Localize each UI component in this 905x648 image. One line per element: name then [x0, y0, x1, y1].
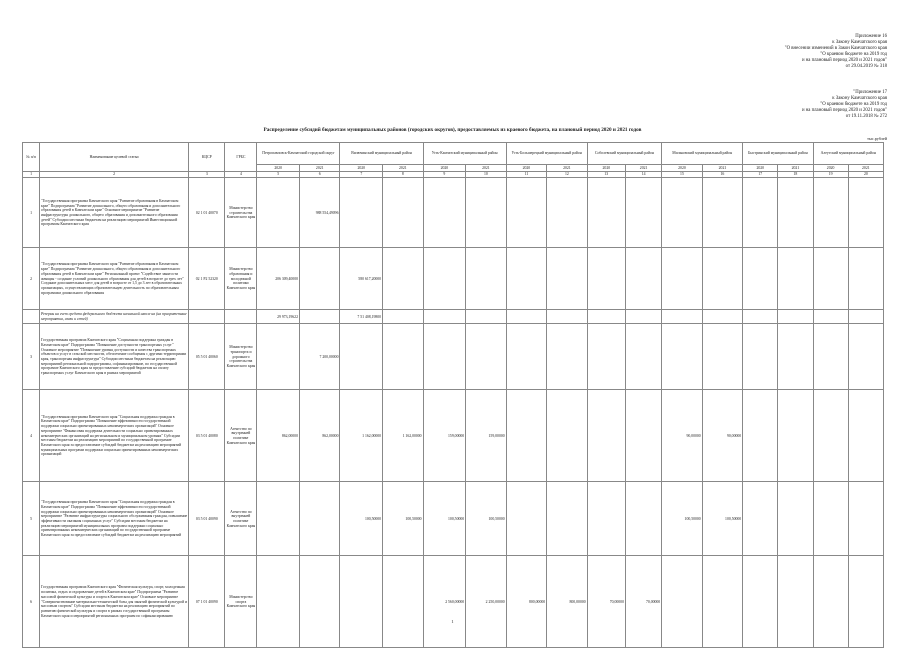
col-header-num: № п/п [23, 143, 40, 172]
col-number: 13 [587, 171, 625, 178]
row-value [257, 324, 300, 390]
row-value: 100,50000 [340, 482, 383, 556]
row-value [547, 482, 588, 556]
col-header-grbs: ГРБС [225, 143, 257, 172]
row-value [466, 248, 506, 310]
col-header-district: Усть-Большерецкий муниципальный район [506, 143, 587, 165]
row-value [848, 556, 883, 648]
col-header-district: Быстринский муниципальный район [743, 143, 813, 165]
row-value: 2 560,00000 [423, 556, 466, 648]
row-value [813, 556, 848, 648]
row-value [848, 310, 883, 324]
year-2021: 2021 [625, 165, 661, 172]
row-value [778, 310, 813, 324]
row-value: 988 554,49096 [299, 178, 339, 248]
year-2020: 2020 [587, 165, 625, 172]
row-value [506, 324, 546, 390]
year-2021: 2021 [778, 165, 813, 172]
row-value [547, 324, 588, 390]
appendix-line: к Закону Камчатского края [832, 96, 887, 101]
row-value [702, 248, 743, 310]
col-number: 18 [778, 171, 813, 178]
row-value [466, 310, 506, 324]
column-number-row [23, 171, 884, 178]
row-grbs: Агентство по внутренней политике Камчатского края [225, 390, 257, 482]
row-value [848, 390, 883, 482]
row-value [778, 482, 813, 556]
row-grbs: Агентство по внутренней политике Камчатского края [225, 482, 257, 556]
row-ksr: 02 1 Р2 52320 [189, 248, 225, 310]
col-number: 8 [383, 171, 423, 178]
row-value: 90,00000 [662, 390, 702, 482]
row-value: 100,50000 [423, 482, 466, 556]
year-2020: 2020 [743, 165, 778, 172]
row-value: 800,00000 [506, 556, 546, 648]
row-value: 862,00000 [299, 390, 339, 482]
year-2020: 2020 [423, 165, 466, 172]
row-name: Государственная программа Камчатского края "Физическая культура, спорт, молодежная политика, отдых и оздоровление детей в Камчатском крае" Подпрограмма "Развитие массовой физической культуры и спорта в Камчатском крае" Основное мероприятие "Совершенствование материально-технической базы для занятий физической культурой и массовым спортом" Субсидии местным бюджетам на реализацию мероприятий по развитию физической культуры и спорта в рамках государственной программы Камчатского края и мероприятий региональных программ по софинансированию [40, 556, 189, 648]
row-value [662, 310, 702, 324]
col-number: 14 [625, 171, 661, 178]
row-value [778, 178, 813, 248]
row-value: 100,50000 [662, 482, 702, 556]
row-value [506, 310, 546, 324]
col-header-ksr: КЦСР [189, 143, 225, 172]
page-number: 1 [451, 619, 454, 624]
row-value [778, 390, 813, 482]
row-value [506, 248, 546, 310]
year-2021: 2021 [383, 165, 423, 172]
col-number: 2 [40, 171, 189, 178]
row-value [587, 482, 625, 556]
row-value [848, 482, 883, 556]
col-number: 9 [423, 171, 466, 178]
appendix-line: "Приложение 17 [853, 90, 887, 95]
row-value: 70,00000 [587, 556, 625, 648]
row-value [547, 310, 588, 324]
row-value [257, 556, 300, 648]
row-value [702, 310, 743, 324]
row-value: 800,00000 [547, 556, 588, 648]
col-number: 10 [466, 171, 506, 178]
row-value [662, 248, 702, 310]
row-value [506, 482, 546, 556]
row-value [662, 178, 702, 248]
row-ksr [189, 310, 225, 324]
row-value [547, 178, 588, 248]
table-row [23, 482, 884, 556]
row-value [813, 248, 848, 310]
year-2020: 2020 [506, 165, 546, 172]
year-2021: 2021 [547, 165, 588, 172]
row-number: 3 [23, 324, 40, 390]
col-header-district: Соболевский муниципальный район [587, 143, 662, 165]
year-2021: 2021 [466, 165, 506, 172]
row-value [813, 390, 848, 482]
row-value [587, 248, 625, 310]
row-value [625, 324, 661, 390]
row-ksr: 02 1 01 40070 [189, 178, 225, 248]
row-value [625, 390, 661, 482]
col-header-district: Мильковский муниципальный район [662, 143, 743, 165]
appendix-line: "О краевом бюджете на 2019 год [820, 52, 887, 57]
row-value: 70,00000 [625, 556, 661, 648]
row-value [662, 324, 702, 390]
row-value [625, 178, 661, 248]
row-number [23, 310, 40, 324]
appendix-line: "О краевом бюджете на 2019 год [820, 102, 887, 107]
row-value: 1 162,00000 [340, 390, 383, 482]
col-header-name: Наименование целевой статьи [40, 143, 189, 172]
year-2020: 2020 [340, 165, 383, 172]
row-value [702, 178, 743, 248]
appendix-line: Приложение 16 [855, 34, 887, 39]
row-value [299, 556, 339, 648]
row-value [743, 248, 778, 310]
row-value: 159,00000 [423, 390, 466, 482]
row-grbs: Министерство транспорта и дорожного строительства Камчатского края [225, 324, 257, 390]
row-value: 90,00000 [702, 390, 743, 482]
row-value [340, 178, 383, 248]
document-title: Распределение субсидий бюджетам муниципальных районов (городских округов), предоставляемых из краевого бюджета, на плановый период 2020 и 2021 годов [263, 127, 642, 133]
row-ksr: 05 5 01 40060 [189, 324, 225, 390]
year-2021: 2021 [299, 165, 339, 172]
col-number: 6 [299, 171, 339, 178]
row-grbs: Министерство образования и молодежной политики Камчатского края [225, 248, 257, 310]
appendix-16-header [785, 34, 887, 70]
row-number: 1 [23, 178, 40, 248]
row-value [813, 324, 848, 390]
col-header-district: Петропавловск-Камчатский городской округ [257, 143, 340, 165]
row-value [848, 248, 883, 310]
row-value [778, 324, 813, 390]
row-value [423, 178, 466, 248]
row-value: 7 51 408,19800 [340, 310, 383, 324]
row-value [587, 324, 625, 390]
col-number: 19 [813, 171, 848, 178]
row-value [547, 248, 588, 310]
table-row [23, 556, 884, 648]
col-number: 4 [225, 171, 257, 178]
col-number: 1 [23, 171, 40, 178]
row-value [340, 324, 383, 390]
row-value [813, 310, 848, 324]
year-2021: 2021 [848, 165, 883, 172]
row-value [813, 178, 848, 248]
row-name: "Государственная программа Камчатского края "Развитие образования в Камчатском крае" Подпрограмма "Развитие дошкольного, общего образования и дополнительного образования детей в Камчатском крае" Основное мероприятие "Развитие инфраструктуры дошкольного, общего образования и дополнительного образования детей" Субсидии местным бюджетам на реализацию мероприятий Инвестиционной программы Камчатского края [40, 178, 189, 248]
col-number: 5 [257, 171, 300, 178]
row-grbs [225, 310, 257, 324]
appendix-line: к Закону Камчатского края [832, 40, 887, 45]
col-number: 7 [340, 171, 383, 178]
row-value [743, 556, 778, 648]
row-value [625, 310, 661, 324]
row-value [383, 178, 423, 248]
row-value: 7 200,00000 [299, 324, 339, 390]
row-value [743, 178, 778, 248]
col-number: 17 [743, 171, 778, 178]
row-value [257, 178, 300, 248]
appendix-17-header [802, 90, 887, 120]
row-value [778, 556, 813, 648]
row-value [299, 310, 339, 324]
row-value [547, 390, 588, 482]
row-value: 580 617,20000 [340, 248, 383, 310]
row-value: 1 162,00000 [383, 390, 423, 482]
row-value: 159,00000 [466, 390, 506, 482]
row-value [340, 556, 383, 648]
col-number: 16 [702, 171, 743, 178]
row-value [662, 556, 702, 648]
row-name: Резервы на счет средств федерального бюджета начальной школе на (на приоритетные мероприятия, связи и сетей) [40, 310, 189, 324]
row-value [587, 310, 625, 324]
row-name: "Государственная программа Камчатского края "Социальная поддержка граждан в Камчатском крае" Подпрограмма "Повышение эффективности государственной поддержки социально ориентированных некоммерческих организаций" Основное мероприятие "Финансовая поддержка деятельности социально ориентированных некоммерческих организаций на региональном и муниципальном уровнях" Субсидии местным бюджетам на реализацию мероприятий по государственной программе Камчатского края за предоставление субсидий бюджетам на реализацию мероприятий муниципальных программ поддержки социально ориентированных некоммерческих организаций [40, 390, 189, 482]
col-header-district: Усть-Камчатский муниципальный район [423, 143, 506, 165]
year-2021: 2021 [702, 165, 743, 172]
appendix-line: от 29.04.2019 № 318 [845, 64, 887, 69]
row-value [587, 178, 625, 248]
row-value [423, 324, 466, 390]
row-value [506, 178, 546, 248]
row-value [299, 248, 339, 310]
year-2020: 2020 [813, 165, 848, 172]
row-value: 100,50000 [702, 482, 743, 556]
appendix-line: и на плановый период 2020 и 2021 годов" [801, 58, 887, 63]
row-ksr: 03 5 01 40090 [189, 482, 225, 556]
row-value [383, 310, 423, 324]
row-value: 29 973,19622 [257, 310, 300, 324]
year-2020: 2020 [662, 165, 702, 172]
year-2020: 2020 [257, 165, 300, 172]
row-value [743, 324, 778, 390]
col-header-district: Алеутский муниципальный район [813, 143, 883, 165]
row-value [743, 310, 778, 324]
row-value [702, 556, 743, 648]
row-value [778, 248, 813, 310]
row-value [587, 390, 625, 482]
row-value [848, 324, 883, 390]
row-number: 4 [23, 390, 40, 482]
row-value: 100,50000 [383, 482, 423, 556]
row-name: "Государственная программа Камчатского края "Социальная поддержка граждан в Камчатском крае" Подпрограмма "Повышение эффективности государственной поддержки социально ориентированных некоммерческих организаций" Основное мероприятие "Развитие инфраструктуры социального обслуживания граждан, повышение эффективности оказания социальных услуг" Субсидии местным бюджетам на реализацию мероприятий муниципальных программ поддержки социально ориентированных некоммерческих организаций по государственной программе Камчатского края за предоставление субсидий бюджетам на реализацию мероприятий [40, 482, 189, 556]
row-value [257, 482, 300, 556]
row-ksr: 07 1 01 40090 [189, 556, 225, 648]
subsidies-table [22, 142, 884, 648]
appendix-line: "О внесении изменений в Закон Камчатского края [784, 46, 887, 51]
table-row [23, 390, 884, 482]
row-number: 2 [23, 248, 40, 310]
row-value [383, 324, 423, 390]
col-number: 11 [506, 171, 546, 178]
col-number: 12 [547, 171, 588, 178]
row-value [423, 310, 466, 324]
row-grbs: Министерство строительства Камчатского края [225, 178, 257, 248]
appendix-line: и на плановый период 2020 и 2021 годов" [801, 108, 887, 113]
row-value [466, 324, 506, 390]
row-number: 5 [23, 482, 40, 556]
row-value: 2 250,00000 [466, 556, 506, 648]
row-grbs: Министерство спорта Камчатского края [225, 556, 257, 648]
row-value [625, 482, 661, 556]
col-number: 15 [662, 171, 702, 178]
row-value [848, 178, 883, 248]
row-ksr: 03 5 01 40080 [189, 390, 225, 482]
row-value [743, 390, 778, 482]
table-row [23, 324, 884, 390]
table-row [23, 178, 884, 248]
table-row [23, 310, 884, 324]
row-value [506, 390, 546, 482]
row-value: 206 309,40000 [257, 248, 300, 310]
row-value [743, 482, 778, 556]
row-value [466, 178, 506, 248]
row-name: "Государственная программа Камчатского края "Развитие образования в Камчатском крае" Подпрограмма "Развитие дошкольного, общего образования и дополнительного образования детей в Камчатском крае" Региональный проект "Содействие занятости женщин - создание условий дошкольного образования для детей в возрасте до трех лет" Создание дополнительных мест для детей в возрасте от 1,5 до 3 лет в образовательных организациях, осуществляющих образовательную деятельность по образовательным программам дошкольного образования [40, 248, 189, 310]
row-value: 100,50000 [466, 482, 506, 556]
row-value [702, 324, 743, 390]
row-value [813, 482, 848, 556]
row-value [625, 248, 661, 310]
table-row [23, 248, 884, 310]
row-value [383, 556, 423, 648]
col-number: 20 [848, 171, 883, 178]
col-number: 3 [189, 171, 225, 178]
row-value [299, 482, 339, 556]
row-value: 862,00000 [257, 390, 300, 482]
appendix-line: от 19.11.2018 № 272 [845, 114, 887, 119]
row-value [383, 248, 423, 310]
col-header-district: Вилючинский муниципальный район [340, 143, 423, 165]
row-name: Государственная программа Камчатского края "Социальная поддержка граждан в Камчатском крае" Подпрограмма "Повышение доступности транспортных услуг" Основное мероприятие "Повышение уровня доступности и качества транспортных объектов и услуг в сельской местности, обеспечение сообщения с другими территориями края, транспортная инфраструктура" Субсидии местным бюджетам на реализацию мероприятий региональной подпрограммы, софинансирование, по государственной программе Камчатского края за предоставление субсидий бюджетам на оплату транспортных услуг Камчатского края в рамках мероприятий [40, 324, 189, 390]
units-label: тыс.рублей [867, 136, 887, 141]
row-value [423, 248, 466, 310]
row-number: 6 [23, 556, 40, 648]
